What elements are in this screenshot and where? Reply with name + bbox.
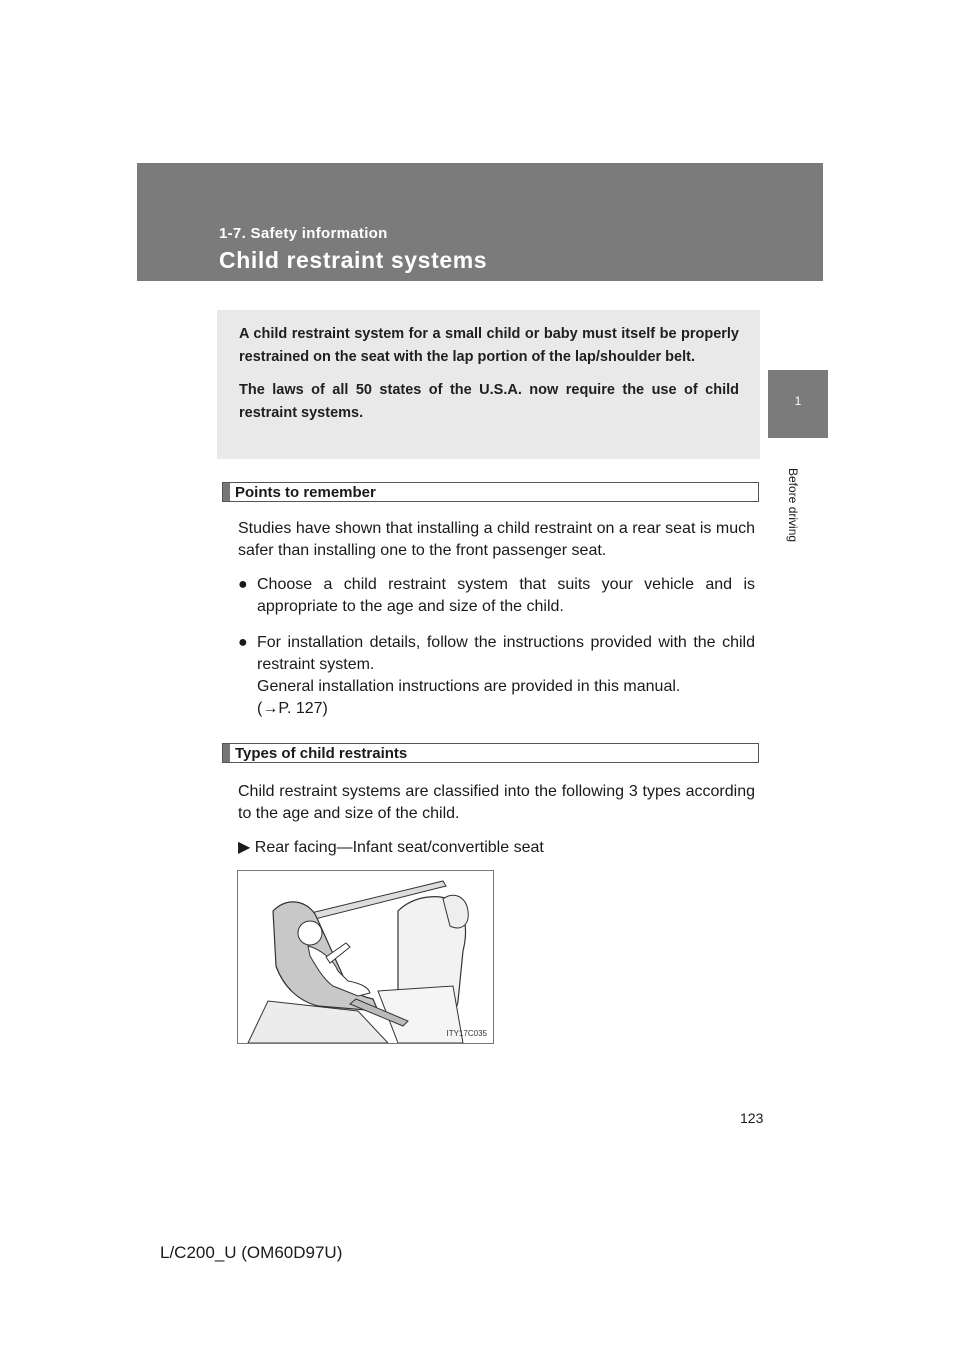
rear-facing-seat-illustration [237, 870, 494, 1044]
type-item [238, 837, 544, 859]
arrow-right-icon: → [262, 700, 279, 717]
bullet-item [238, 574, 755, 618]
points-text: Studies have shown that installing a child restraint on a rear seat is much safer than installing one to the front passenger seat. [238, 520, 755, 559]
intro-box [217, 310, 760, 459]
bullet-icon: ● [238, 576, 248, 593]
page-reference[interactable]: (→P. 127) [257, 700, 328, 717]
page-reference-label: P. 127 [278, 700, 323, 717]
page-number: 123 [740, 1110, 764, 1126]
bullet-item [238, 632, 755, 720]
bullet-text: General installation instructions are provided in this manual. [257, 678, 681, 695]
heading-bar [223, 744, 230, 762]
bullet-text: Choose a child restraint system that suits your vehicle and is appropriate to the age and size of the child. [257, 576, 755, 615]
section-label: 1-7. Safety information [219, 225, 388, 242]
page-title: Child restraint systems [219, 247, 488, 273]
points-heading-label: Points to remember [235, 484, 376, 501]
child-seat-drawing [238, 871, 493, 1043]
figure-code: ITY17C035 [446, 1029, 487, 1038]
document-footer: L/C200_U (OM60D97U) [160, 1243, 343, 1262]
chapter-tab [768, 370, 828, 438]
types-heading [222, 743, 759, 763]
types-heading-label: Types of child restraints [235, 745, 408, 762]
chapter-label: Before driving [786, 468, 800, 543]
bullet-icon: ● [238, 634, 248, 651]
bullet-text: For installation details, follow the instructions provided with the child restraint system. [257, 634, 755, 673]
triangle-right-icon: ▶ [238, 839, 251, 856]
heading-bar [223, 483, 230, 501]
intro-paragraph: A child restraint system for a small child or baby must itself be properly restrained on the seat with the lap portion of the lap/shoulder belt. [239, 326, 739, 365]
intro-paragraph: The laws of all 50 states of the U.S.A. now require the use of child restraint systems. [239, 382, 739, 421]
page-header [137, 163, 823, 281]
chapter-number: 1 [794, 394, 802, 408]
points-heading [222, 482, 759, 502]
types-text: Child restraint systems are classified into the following 3 types according to the age and size of the child. [238, 783, 755, 822]
type-item-label: Rear facing—Infant seat/convertible seat [254, 839, 544, 856]
